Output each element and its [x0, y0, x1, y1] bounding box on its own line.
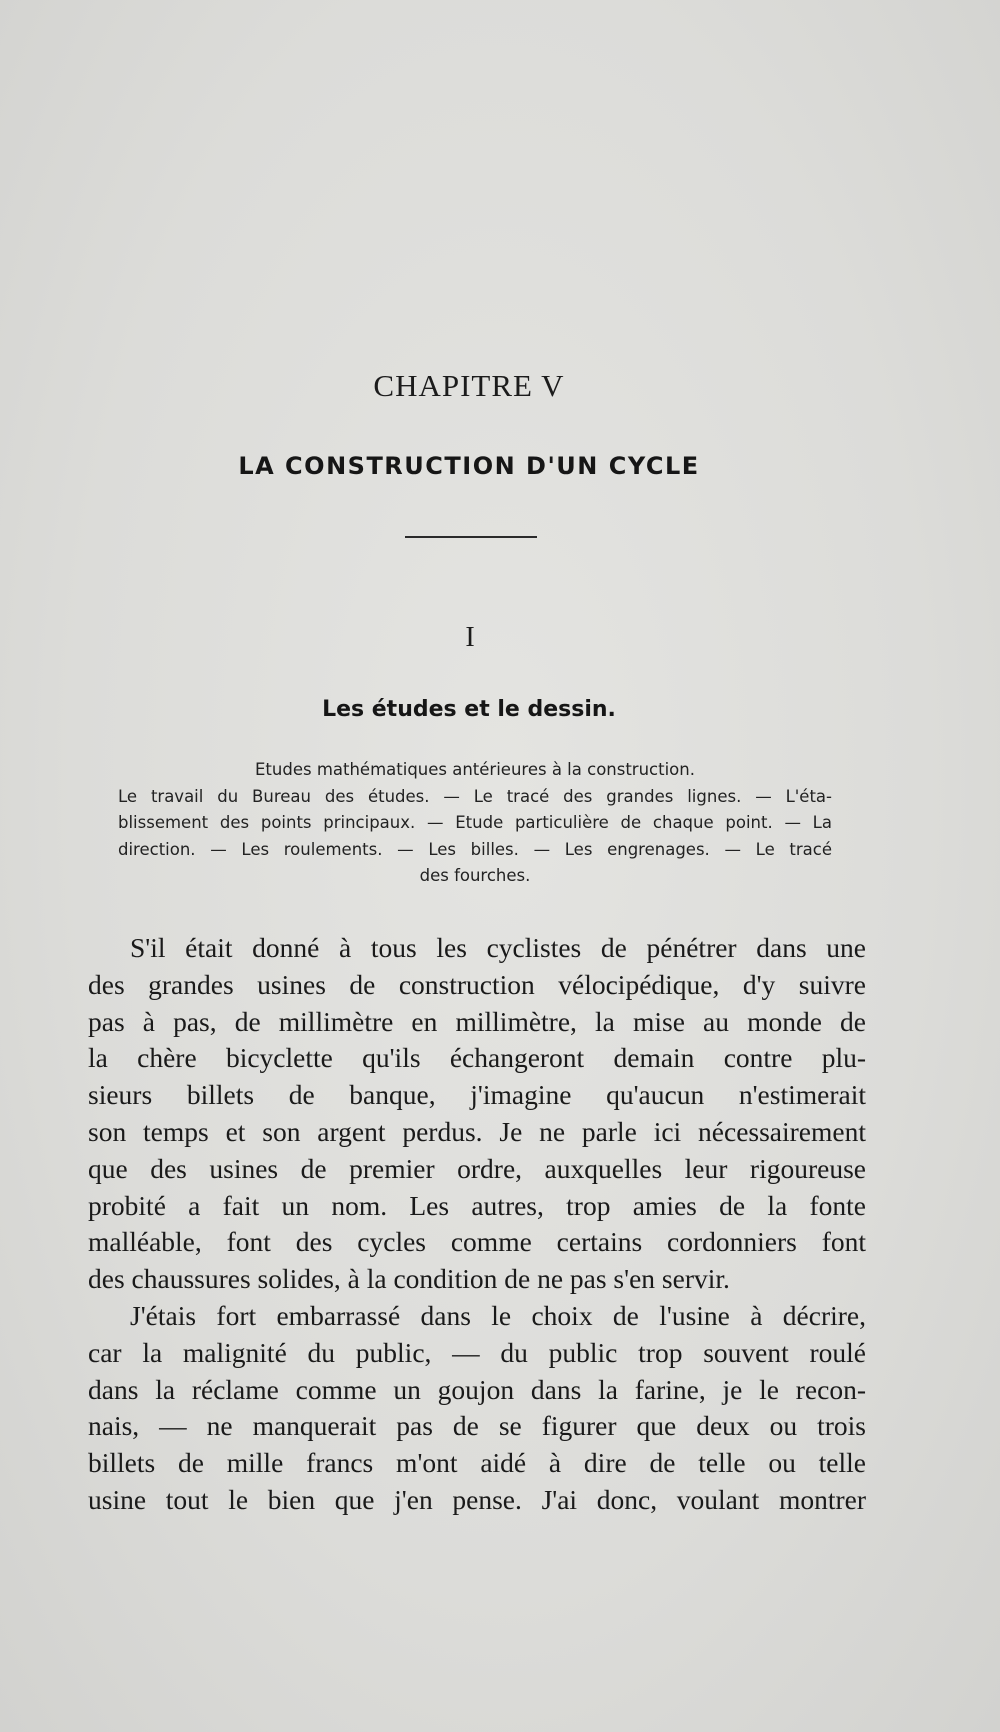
body-paragraphs: [88, 930, 866, 1519]
body-line: sieurs billets de banque, j'imagine qu'aucun n'estimerait: [88, 1079, 866, 1111]
summary-line: des fourches.: [419, 866, 531, 885]
body-line: nais, — ne manquerait pas de se figurer que deux ou trois: [88, 1410, 866, 1442]
body-line: que des usines de premier ordre, auxquelles leur rigoureuse: [88, 1152, 866, 1184]
body-line: son temps et son argent perdus. Je ne parle ici nécessairement: [88, 1115, 866, 1147]
body-line: probité a fait un nom. Les autres, trop amies de la fonte: [88, 1189, 866, 1221]
summary-line: direction. — Les roulements. — Les billes. — Les engrenages. — Le tracé: [118, 839, 832, 859]
body-line: des grandes usines de construction vélocipédique, d'y suivre: [88, 968, 866, 1000]
body-line: dans la réclame comme un goujon dans la farine, je le recon-: [88, 1373, 866, 1405]
summary-line: blissement des points principaux. — Etude particulière de chaque point. — La: [118, 813, 832, 832]
body-line: la chère bicyclette qu'ils échangeront demain contre plu-: [88, 1042, 866, 1074]
body-line: J'étais fort embarrassé dans le choix de l'usine à décrire,: [130, 1299, 866, 1331]
chapter-title: LA CONSTRUCTION D'UN CYCLE: [238, 452, 700, 480]
body-line: S'il était donné à tous les cyclistes de pénétrer dans une: [130, 932, 866, 963]
body-line: malléable, font des cycles comme certains cordonniers font: [88, 1226, 866, 1258]
section-number: I: [465, 622, 475, 653]
chapter-label: CHAPITRE V: [373, 368, 565, 403]
body-line: des chaussures solides, à la condition de ne pas s'en servir.: [88, 1263, 730, 1295]
section-summary: [118, 757, 832, 890]
summary-line: Etudes mathématiques antérieures à la construction.: [255, 760, 695, 779]
body-line: car la malignité du public, — du public trop souvent roulé: [88, 1336, 866, 1368]
body-line: usine tout le bien que j'en pense. J'ai donc, voulant montrer: [88, 1483, 866, 1515]
body-line: billets de mille francs m'ont aidé à dire de telle ou telle: [88, 1447, 866, 1479]
body-line: pas à pas, de millimètre en millimètre, la mise au monde de: [88, 1005, 866, 1037]
summary-line: Le travail du Bureau des études. — Le tracé des grandes lignes. — L'éta-: [118, 786, 832, 806]
title-divider: [405, 536, 537, 538]
section-title: Les études et le dessin.: [322, 697, 616, 722]
